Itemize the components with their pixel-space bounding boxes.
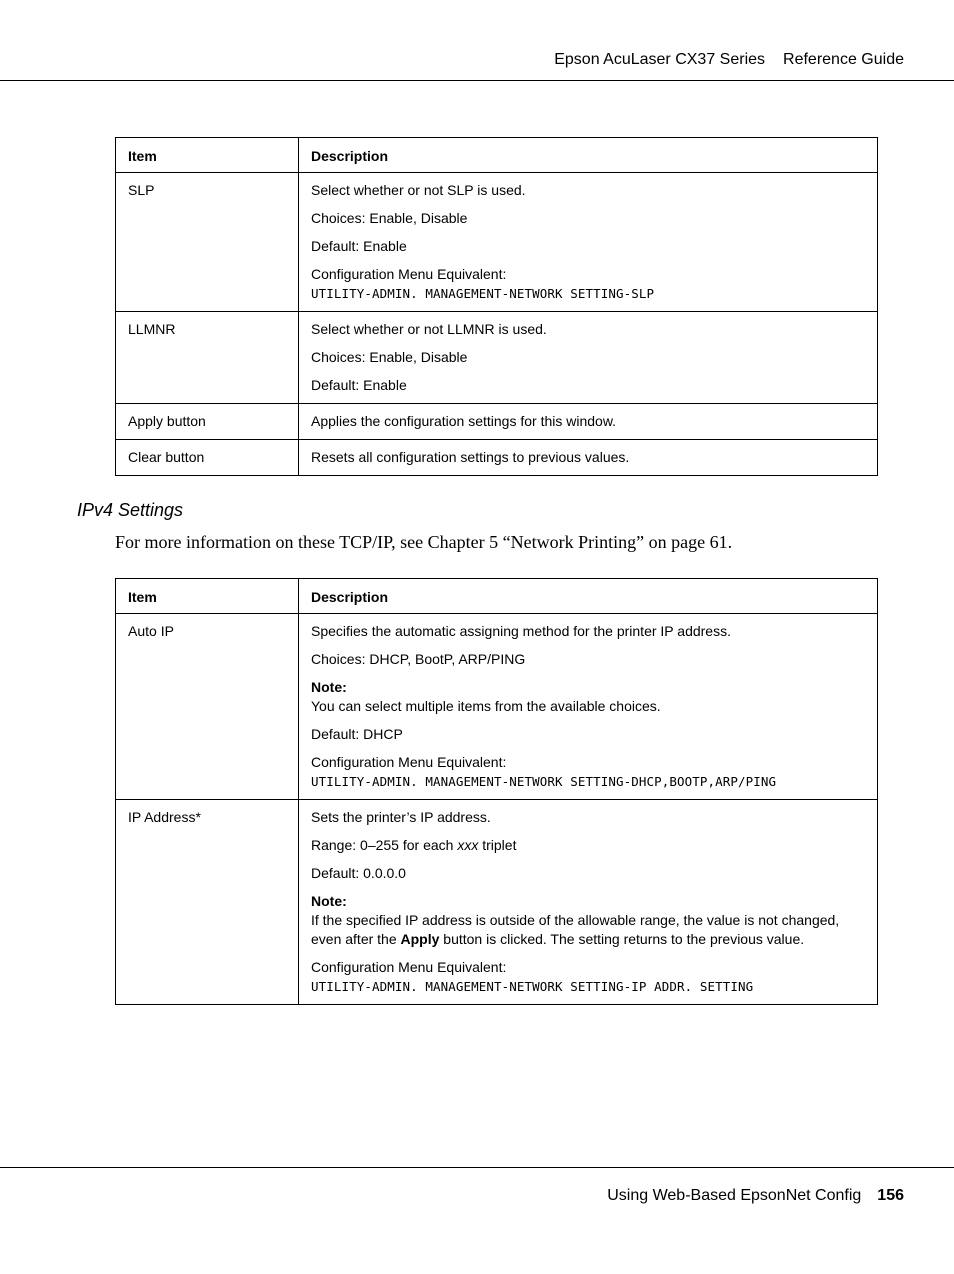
config-label: Configuration Menu Equivalent: [311,266,507,282]
header-title [554,51,904,69]
table-row [116,800,878,1005]
note-bold: Apply [400,931,440,947]
row-description [299,440,878,476]
desc-line: Default: Enable [311,377,407,393]
row-description [299,800,878,1005]
note [311,678,867,716]
desc-line: Select whether or not SLP is used. [311,182,526,198]
table-row [116,440,878,476]
table-header-row [116,579,878,614]
row-description [299,404,878,440]
desc-line: Specifies the automatic assigning method for the printer IP address. [311,623,731,639]
row-item: SLP [116,173,299,312]
range-suffix: triplet [478,837,517,853]
note-label: Note: [311,679,347,695]
table-row [116,173,878,312]
config-path: UTILITY-ADMIN. MANAGEMENT-NETWORK SETTING-SLP [311,286,655,301]
desc-line: Select whether or not LLMNR is used. [311,321,547,337]
note-suffix: button is clicked. The setting returns to the previous value. [439,931,805,947]
page-number: 156 [877,1187,904,1204]
desc-line: Sets the printer’s IP address. [311,809,491,825]
desc-line: Default: DHCP [311,726,403,742]
header-product: Epson AcuLaser CX37 Series [554,51,766,68]
column-header-item: Item [116,138,299,173]
row-description [299,312,878,404]
row-item: IP Address* [116,800,299,1005]
range-italic: xxx [457,837,479,853]
slp-llmnr-table [115,137,878,476]
column-header-description: Description [299,579,878,614]
config-path: UTILITY-ADMIN. MANAGEMENT-NETWORK SETTING-DHCP,BOOTP,ARP/PING [311,774,777,789]
row-item: Clear button [116,440,299,476]
footer-section: Using Web-Based EpsonNet Config [607,1187,862,1204]
table-row [116,404,878,440]
row-item: Apply button [116,404,299,440]
config-equivalent [311,753,867,791]
note [311,892,867,949]
note-label: Note: [311,893,347,909]
range-line [311,836,867,855]
ipv4-settings-table [115,578,878,1005]
row-item: Auto IP [116,614,299,800]
row-description [299,173,878,312]
page-header [0,0,954,81]
table-row [116,614,878,800]
row-item: LLMNR [116,312,299,404]
config-label: Configuration Menu Equivalent: [311,754,507,770]
section-heading: IPv4 Settings [77,500,184,520]
config-path: UTILITY-ADMIN. MANAGEMENT-NETWORK SETTING-IP ADDR. SETTING [311,979,754,994]
footer-text [607,1187,904,1205]
desc-line: Choices: DHCP, BootP, ARP/PING [311,651,526,667]
config-equivalent [311,265,867,303]
column-header-description: Description [299,138,878,173]
config-equivalent [311,958,867,996]
note-text: You can select multiple items from the available choices. [311,698,661,714]
section-intro: For more information on these TCP/IP, see Chapter 5 “Network Printing” on page 61. [115,532,733,552]
desc-line: Default: 0.0.0.0 [311,865,406,881]
row-description [299,614,878,800]
desc-line: Resets all configuration settings to previous values. [311,449,630,465]
desc-line: Choices: Enable, Disable [311,210,468,226]
page-footer [0,1167,954,1204]
desc-line: Applies the configuration settings for this window. [311,413,617,429]
header-guide: Reference Guide [783,51,904,68]
table-row [116,312,878,404]
desc-line: Default: Enable [311,238,407,254]
config-label: Configuration Menu Equivalent: [311,959,507,975]
note-prefix: If the specified IP address is outside of the allowable range, the value is not changed, even after the [311,912,840,947]
range-prefix: Range: 0–255 for each [311,837,458,853]
column-header-item: Item [116,579,299,614]
desc-line: Choices: Enable, Disable [311,349,468,365]
table-header-row [116,138,878,173]
